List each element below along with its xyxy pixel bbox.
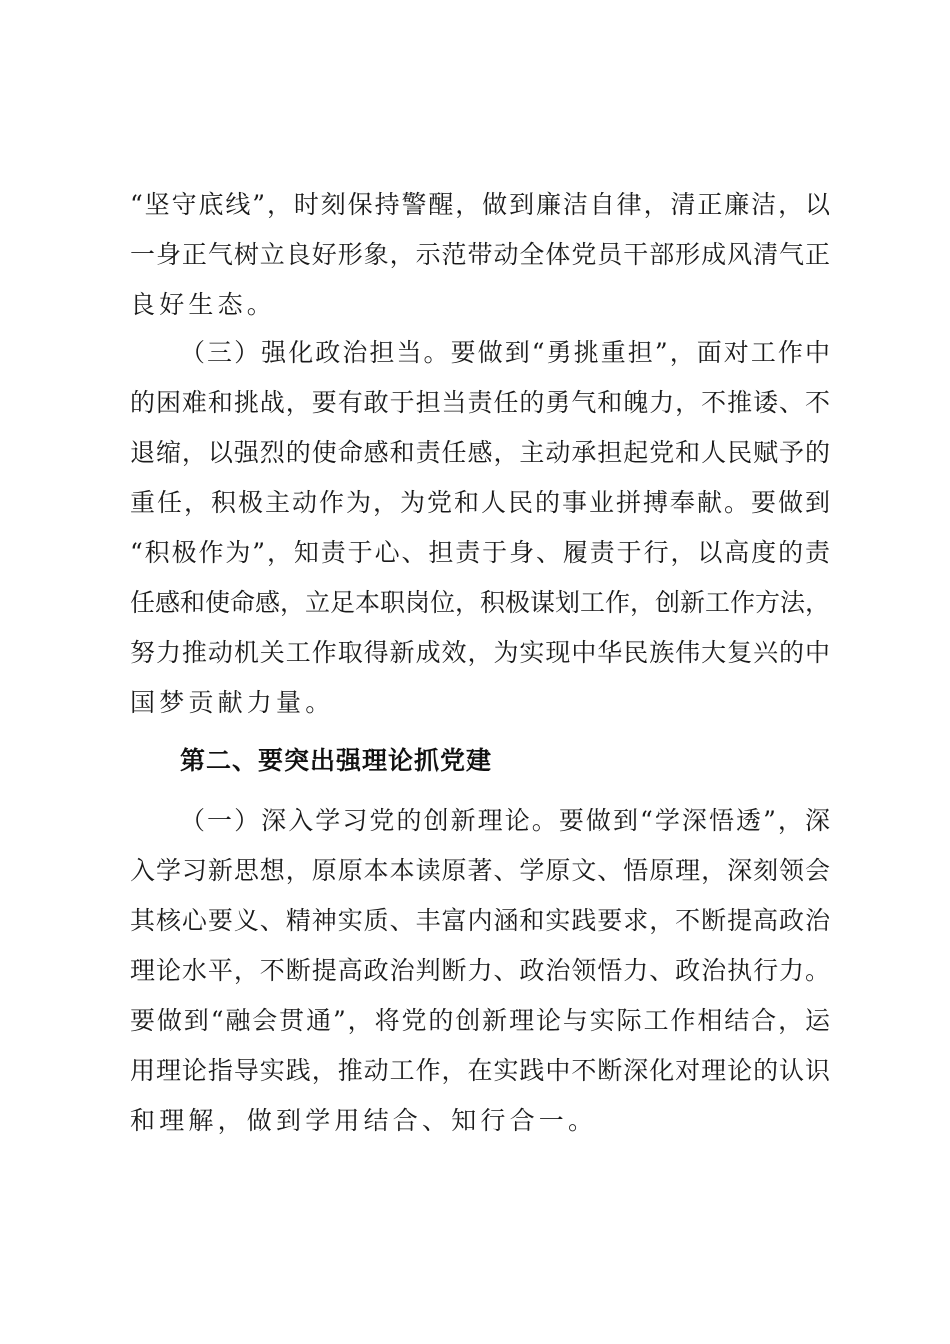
paragraph-line: 理论水平，不断提高政治判断力、政治领悟力、政治执行力。 [130, 956, 830, 985]
paragraph-line: 任感和使命感，立足本职岗位，积极谋划工作，创新工作方法， [130, 588, 831, 617]
section-heading: 第二、要突出强理论抓党建 [180, 746, 493, 775]
paragraph-line: 要做到“融会贯通”，将党的创新理论与实际工作相结合，运 [130, 1006, 830, 1035]
paragraph-line: 的困难和挑战，要有敢于担当责任的勇气和魄力，不推诿、不 [130, 388, 830, 417]
paragraph-line: 良好生态。 [130, 290, 277, 319]
paragraph-line: “积极作为”，知责于心、担责于身、履责于行，以高度的责 [130, 538, 830, 567]
paragraph-line: 入学习新思想，原原本本读原著、学原文、悟原理，深刻领会 [130, 856, 830, 885]
paragraph-line: 一身正气树立良好形象，示范带动全体党员干部形成风清气正 [130, 240, 830, 269]
paragraph-line: “坚守底线”，时刻保持警醒，做到廉洁自律，清正廉洁，以 [130, 190, 830, 219]
paragraph-line: 其核心要义、精神实质、丰富内涵和实践要求，不断提高政治 [130, 906, 830, 935]
paragraph-line: 退缩，以强烈的使命感和责任感，主动承担起党和人民赋予的 [130, 438, 830, 467]
paragraph-line: 用理论指导实践，推动工作，在实践中不断深化对理论的认识 [130, 1056, 830, 1085]
paragraph-line: 国梦贡献力量。 [130, 688, 335, 717]
paragraph-line: （三）强化政治担当。要做到“勇挑重担”，面对工作中 [180, 338, 830, 367]
paragraph-line: 和理解，做到学用结合、知行合一。 [130, 1106, 598, 1135]
paragraph-line: 努力推动机关工作取得新成效，为实现中华民族伟大复兴的中 [130, 638, 830, 667]
paragraph-line: 重任，积极主动作为，为党和人民的事业拼搏奉献。要做到 [130, 488, 830, 517]
paragraph-line: （一）深入学习党的创新理论。要做到“学深悟透”，深 [180, 806, 830, 835]
